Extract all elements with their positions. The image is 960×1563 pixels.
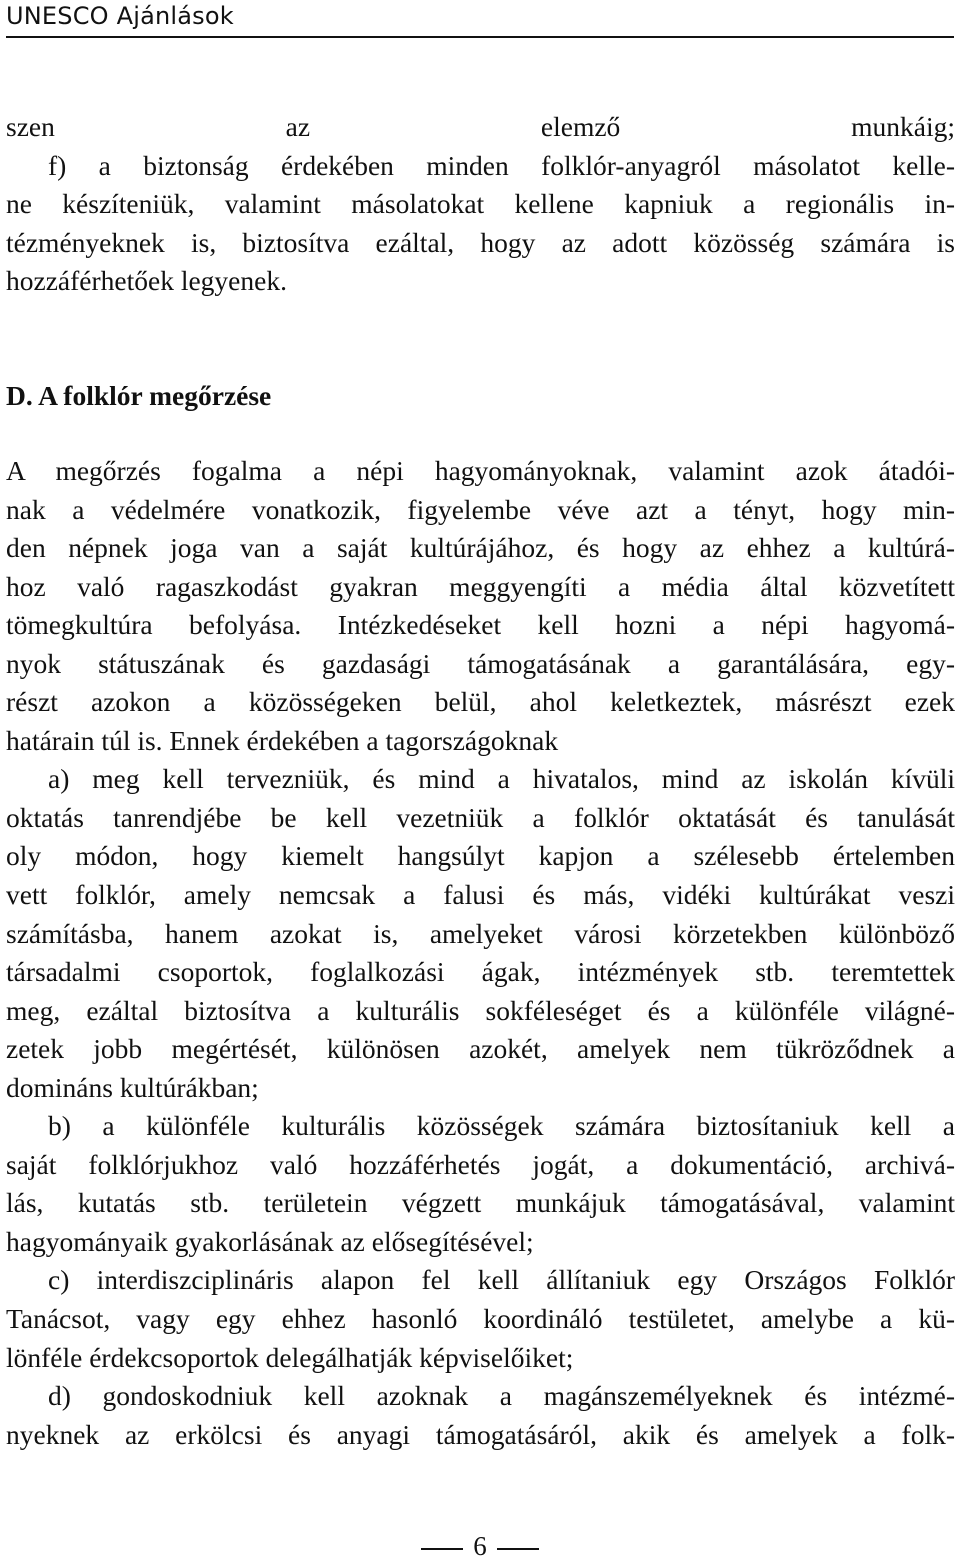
- page-footer: [0, 1530, 960, 1562]
- text-line: társadalmi csoportok, foglalkozási ágak, intézmények stb. teremtettek: [6, 956, 955, 988]
- list-item-a: a) meg kell tervezniük, és mind a hivatalos, mind az iskolán kívüli: [48, 763, 955, 795]
- text-line: vett folklór, amely nemcsak a falusi és más, vidéki kultúrákat veszi: [6, 879, 955, 911]
- text-line: nak a védelmére vonatkozik, figyelembe véve azt a tényt, hogy min-: [6, 493, 955, 525]
- text-line: saját folklórjukhoz való hozzáférhetés jogát, a dokumentáció, archivá-: [6, 1148, 955, 1180]
- section-body: [6, 452, 955, 1454]
- text-line: meg, ezáltal biztosítva a kulturális sokféleséget és a különféle világné-: [6, 994, 955, 1026]
- paragraph-continuation: [6, 108, 955, 301]
- text-line: nyeknek az erkölcsi és anyagi támogatásáról, akik és amelyek a folk-: [6, 1418, 955, 1450]
- text-line: szen az elemző munkáig;: [6, 111, 955, 142]
- text-line: Tanácsot, vagy egy ehhez hasonló koordináló testületet, amelybe a kü-: [6, 1303, 955, 1335]
- list-item-b: b) a különféle kulturális közösségek számára biztosítaniuk kell a: [48, 1110, 955, 1142]
- section-heading: D. A folklór megőrzése: [6, 380, 272, 411]
- text-line: hoz való ragaszkodást gyakran meggyengíti a média által közvetített: [6, 570, 955, 602]
- text-line: oktatás tanrendjébe be kell vezetniük a folklór oktatását és tanulását: [6, 801, 955, 833]
- text-line: lás, kutatás stb. területein végzett munkájuk támogatásával, valamint: [6, 1187, 955, 1219]
- text-line: nyok státuszának és gazdasági támogatásának a garantálására, egy-: [6, 647, 955, 679]
- text-line: tézményeknek is, biztosítva ezáltal, hogy az adott közösség számára is: [6, 226, 955, 258]
- header-title: UNESCO Ajánlások: [6, 2, 234, 30]
- text-line: hagyományaik gyakorlásának az elősegítésével;: [6, 1225, 534, 1257]
- text-line: domináns kultúrákban;: [6, 1071, 259, 1103]
- running-header: [6, 0, 954, 38]
- text-line: lönféle érdekcsoportok delegálhatják képviselőiket;: [6, 1341, 574, 1373]
- text-line: den népnek joga van a saját kultúrájához, és hogy az ehhez a kultúrá-: [6, 532, 955, 564]
- text-line: ne készíteniük, valamint másolatokat kellene kapniuk a regionális in-: [6, 188, 955, 220]
- text-line: hozzáférhetőek legyenek.: [6, 265, 287, 297]
- text-line: A megőrzés fogalma a népi hagyományoknak, valamint azok átadói-: [6, 455, 955, 486]
- footer-dash-right: [497, 1548, 539, 1550]
- list-item-c: c) interdiszciplináris alapon fel kell állítaniuk egy Országos Folklór: [48, 1264, 955, 1296]
- text-line: oly módon, hogy kiemelt hangsúlyt kapjon a szélesebb értelemben: [6, 840, 955, 872]
- text-line: részt azokon a közösségeken belül, ahol keletkeztek, másrészt ezek: [6, 686, 955, 718]
- text-line: tömegkultúra befolyása. Intézkedéseket kell hozni a népi hagyomá-: [6, 609, 955, 641]
- page-number: 6: [473, 1531, 487, 1561]
- footer-dash-left: [421, 1548, 463, 1550]
- text-line: számításba, hanem azokat is, amelyeket városi körzetekben különböző: [6, 917, 955, 949]
- list-item-d: d) gondoskodniuk kell azoknak a magánszemélyeknek és intézmé-: [48, 1380, 955, 1412]
- text-line: határain túl is. Ennek érdekében a tagországoknak: [6, 724, 559, 756]
- text-line: f) a biztonság érdekében minden folklór-anyagról másolatot kelle-: [48, 149, 955, 181]
- text-line: zetek jobb megértését, különösen azokét, amelyek nem tükröződnek a: [6, 1033, 955, 1065]
